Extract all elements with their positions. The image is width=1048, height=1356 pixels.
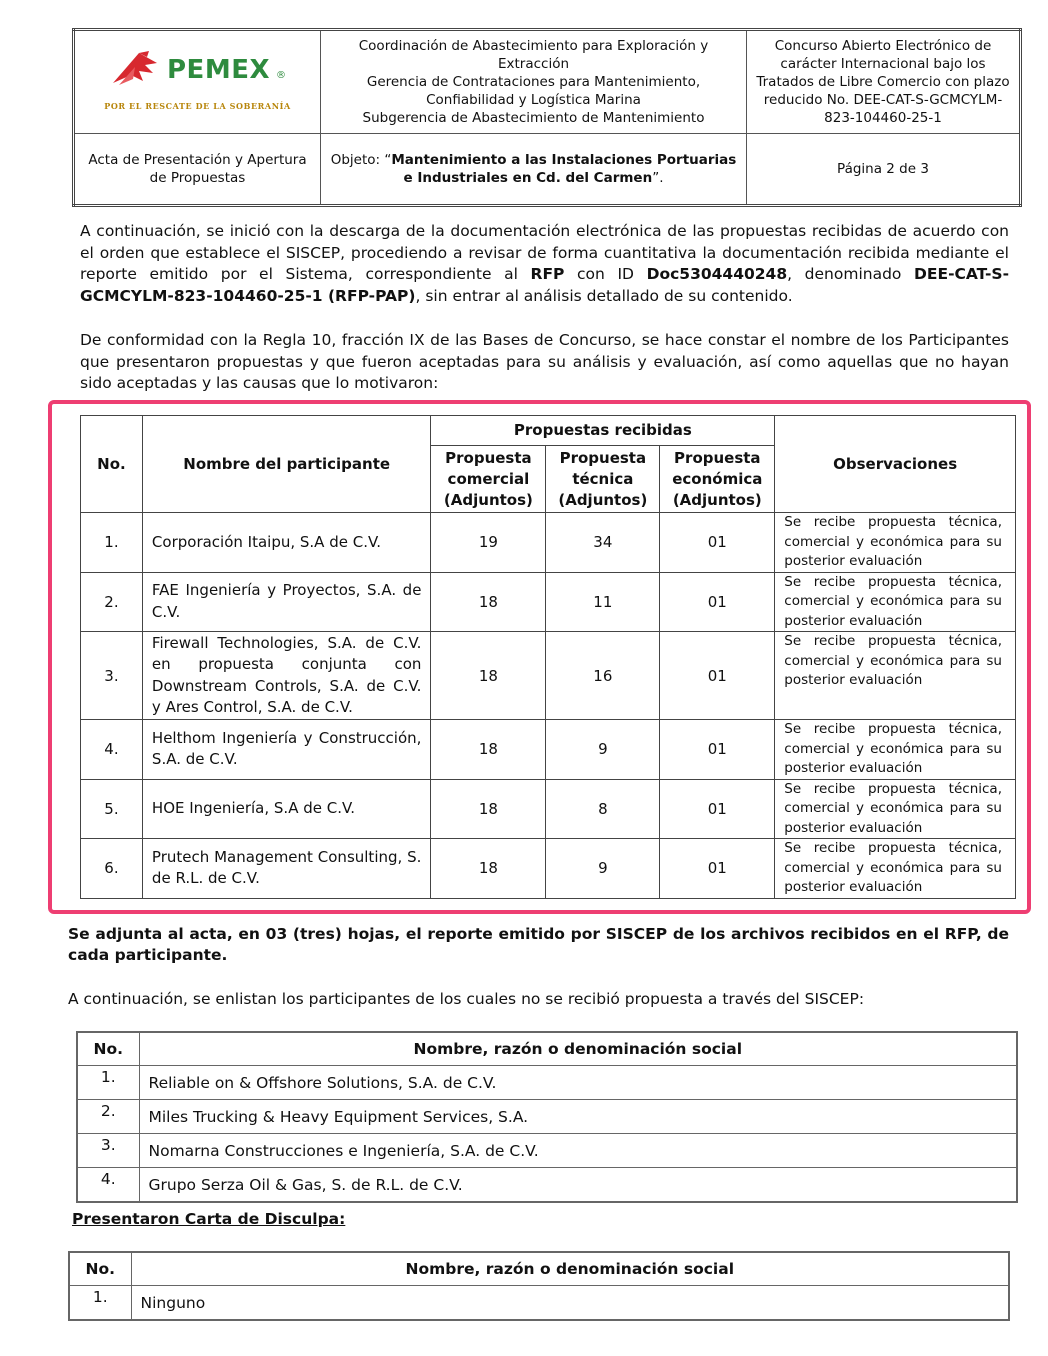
row-commercial: 18 — [431, 632, 546, 720]
row-no: 2. — [77, 1100, 139, 1134]
row-economic: 01 — [660, 572, 775, 632]
table-row — [77, 1134, 1017, 1168]
row-technical: 11 — [546, 572, 660, 632]
row-name: Ninguno — [131, 1286, 1009, 1321]
row-no: 1. — [69, 1286, 131, 1321]
row-name: Helthom Ingeniería y Construcción, S.A. de C.V. — [142, 720, 431, 780]
objeto-cell — [321, 134, 747, 206]
row-obs: Se recibe propuesta técnica, comercial y económica para su posterior evaluación — [775, 720, 1016, 780]
pemex-logo — [81, 49, 314, 115]
department-cell — [321, 30, 747, 134]
row-name: FAE Ingeniería y Proyectos, S.A. de C.V. — [142, 572, 431, 632]
row-name: Corporación Itaipu, S.A de C.V. — [142, 513, 431, 573]
col-header-name: Nombre, razón o denominación social — [131, 1252, 1009, 1286]
objeto-label: Objeto: “ — [330, 152, 392, 168]
row-obs: Se recibe propuesta técnica, comercial y económica para su posterior evaluación — [775, 513, 1016, 573]
col-header-name: Nombre, razón o denominación social — [139, 1032, 1017, 1066]
apology-table — [68, 1251, 1010, 1321]
objeto-end: ”. — [652, 170, 664, 186]
row-name: HOE Ingeniería, S.A de C.V. — [142, 779, 431, 839]
pemex-eagle-icon — [109, 49, 161, 91]
row-name: Reliable on & Offshore Solutions, S.A. de C.V. — [139, 1066, 1017, 1100]
row-obs: Se recibe propuesta técnica, comercial y económica para su posterior evaluación — [775, 572, 1016, 632]
objeto-text: Mantenimiento a las Instalaciones Portuarias e Industriales en Cd. del Carmen — [391, 152, 737, 186]
row-no: 3. — [81, 632, 143, 720]
row-name: Nomarna Construcciones e Ingeniería, S.A. de C.V. — [139, 1134, 1017, 1168]
row-economic: 01 — [660, 632, 775, 720]
row-technical: 16 — [546, 632, 660, 720]
text: , denominado — [787, 265, 915, 283]
dept-line: Gerencia de Contrataciones para Mantenimiento, Confiabilidad y Logística Marina — [366, 74, 701, 108]
no-proposal-table — [76, 1031, 1018, 1203]
row-commercial: 19 — [431, 513, 546, 573]
row-economic: 01 — [660, 779, 775, 839]
col-header-technical: Propuesta técnica (Adjuntos) — [546, 446, 660, 513]
row-name: Grupo Serza Oil & Gas, S. de R.L. de C.V. — [139, 1168, 1017, 1203]
row-no: 1. — [81, 513, 143, 573]
row-obs: Se recibe propuesta técnica, comercial y económica para su posterior evaluación — [775, 839, 1016, 899]
row-obs: Se recibe propuesta técnica, comercial y económica para su posterior evaluación — [775, 779, 1016, 839]
attachment-note: Se adjunta al acta, en 03 (tres) hojas, el reporte emitido por SISCEP de los archivos recibidos en el RFP, de cada participante. — [68, 925, 1009, 964]
logo-slogan: POR EL RESCATE DE LA SOBERANÍA — [104, 101, 291, 111]
col-header-obs: Observaciones — [775, 416, 1016, 513]
logo-registered: ® — [276, 70, 286, 81]
rfp-name: DEE-CAT-S-GCMCYLM-823-104460-25-1 (RFP-PAP) — [80, 265, 1009, 305]
row-technical: 8 — [546, 779, 660, 839]
table-row — [69, 1286, 1009, 1321]
text: con ID — [564, 265, 647, 283]
row-no: 5. — [81, 779, 143, 839]
table-row — [81, 779, 1016, 839]
document-header — [72, 28, 1022, 207]
row-economic: 01 — [660, 839, 775, 899]
col-header-name: Nombre del participante — [142, 416, 431, 513]
row-economic: 01 — [660, 513, 775, 573]
row-economic: 01 — [660, 720, 775, 780]
intro-paragraph — [80, 221, 1009, 307]
dept-line: Subgerencia de Abastecimiento de Mantenimiento — [362, 110, 705, 126]
col-header-no: No. — [81, 416, 143, 513]
row-commercial: 18 — [431, 839, 546, 899]
row-technical: 9 — [546, 720, 660, 780]
table-row — [77, 1168, 1017, 1203]
row-name: Prutech Management Consulting, S. de R.L. de C.V. — [142, 839, 431, 899]
logo-text: PEMEX — [167, 55, 270, 85]
participants-table — [80, 415, 1016, 899]
row-no: 6. — [81, 839, 143, 899]
table-row — [81, 720, 1016, 780]
dept-line: Coordinación de Abastecimiento para Exploración y Extracción — [358, 38, 709, 72]
apology-title: Presentaron Carta de Disculpa: — [72, 1210, 346, 1228]
col-header-commercial: Propuesta comercial (Adjuntos) — [431, 446, 546, 513]
acta-cell: Acta de Presentación y Apertura de Propuestas — [74, 134, 321, 206]
text: A continuación, se inició con la descarga de la documentación electrónica de las propuestas recibidas de acuerdo con el orden que establece el SISCEP, procediendo a revisar de forma cuantitativa la documentación recibida mediante el reporte emitido por el Sistema, correspondiente al — [80, 222, 1009, 283]
col-header-economic: Propuesta económica (Adjuntos) — [660, 446, 775, 513]
row-commercial: 18 — [431, 779, 546, 839]
row-commercial: 18 — [431, 720, 546, 780]
table-row — [81, 513, 1016, 573]
col-header-group: Propuestas recibidas — [431, 416, 775, 446]
row-no: 4. — [81, 720, 143, 780]
row-technical: 9 — [546, 839, 660, 899]
row-name: Firewall Technologies, S.A. de C.V. en propuesta conjunta con Downstream Controls, S.A. de C.V. y Ares Control, S.A. de C.V. — [142, 632, 431, 720]
no-proposal-paragraph: A continuación, se enlistan los participantes de los cuales no se recibió propuesta a través del SISCEP: — [68, 990, 865, 1008]
row-no: 3. — [77, 1134, 139, 1168]
row-obs: Se recibe propuesta técnica, comercial y económica para su posterior evaluación — [775, 632, 1016, 720]
text: , sin entrar al análisis detallado de su contenido. — [415, 286, 793, 305]
table-row — [81, 632, 1016, 720]
rule-paragraph: De conformidad con la Regla 10, fracción IX de las Bases de Concurso, se hace constar el nombre de los Participantes que presentaron propuestas y que fueron aceptadas para su análisis y evaluación, así como aquellas que no hayan sido aceptadas y las causas que lo motivaron: — [80, 331, 1009, 392]
rfp-label: RFP — [530, 265, 565, 283]
contest-cell: Concurso Abierto Electrónico de carácter Internacional bajo los Tratados de Libre Comercio con plazo reducido No. DEE-CAT-S-GCMCYLM-823-104460-25-1 — [747, 30, 1021, 134]
row-no: 4. — [77, 1168, 139, 1203]
row-no: 2. — [81, 572, 143, 632]
table-row — [77, 1066, 1017, 1100]
page-number: Página 2 de 3 — [747, 134, 1021, 206]
col-header-no: No. — [69, 1252, 131, 1286]
table-row — [77, 1100, 1017, 1134]
col-header-no: No. — [77, 1032, 139, 1066]
table-row — [81, 839, 1016, 899]
rfp-id: Doc5304440248 — [646, 265, 788, 283]
logo-cell — [74, 30, 321, 134]
row-name: Miles Trucking & Heavy Equipment Services, S.A. — [139, 1100, 1017, 1134]
row-no: 1. — [77, 1066, 139, 1100]
table-row — [81, 572, 1016, 632]
row-technical: 34 — [546, 513, 660, 573]
row-commercial: 18 — [431, 572, 546, 632]
